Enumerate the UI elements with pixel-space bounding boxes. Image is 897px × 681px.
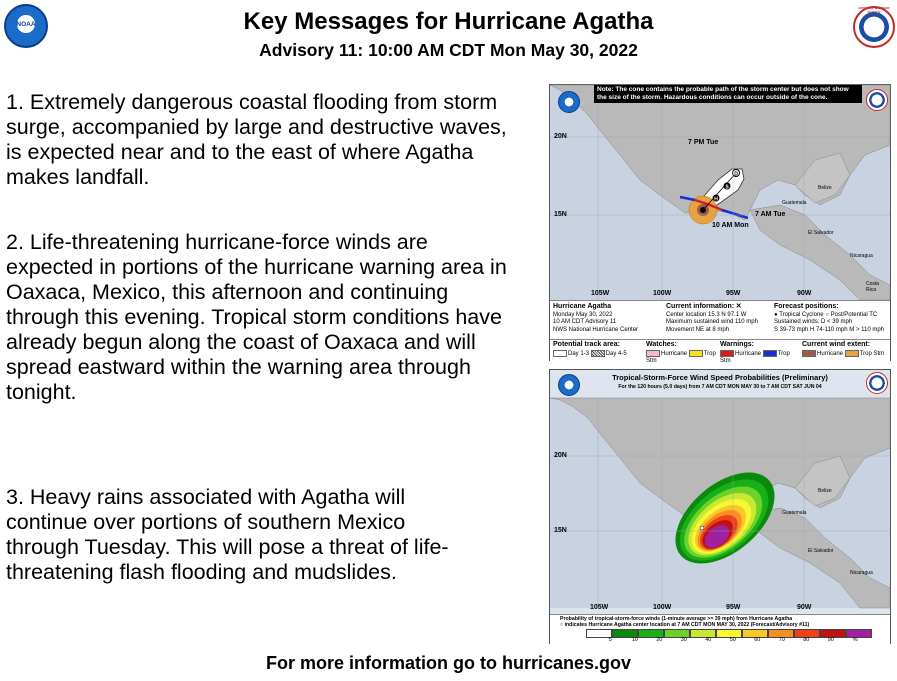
prob-lon-100w: 100W [653, 604, 672, 611]
storm-advisory: 10 AM CDT Advisory 11 [553, 319, 617, 325]
cone-lon-105w: 105W [591, 290, 610, 297]
current-max-wind: Maximum sustained wind 110 mph [666, 319, 758, 325]
cone-lon-100w: 100W [653, 290, 672, 297]
footer-link-text[interactable]: For more information go to hurricanes.gov [265, 653, 632, 673]
scale-10: 10 [631, 637, 638, 643]
prob-lat-15n: 15N [554, 527, 567, 534]
track-symbol-d: D [734, 171, 738, 178]
scale-90: 90 [827, 637, 834, 643]
forecast-title: Forecast positions: [774, 303, 839, 310]
sustained-m: M > 110 mph [849, 326, 885, 333]
prob-place-belize: Belize [818, 488, 832, 494]
scale-20: 20 [656, 637, 663, 643]
prob-lon-95w: 95W [726, 604, 741, 611]
cone-lon-90w: 90W [797, 290, 812, 297]
track-day45: Day 4-5 [605, 350, 627, 357]
key-message-1: 1. Extremely dangerous coastal flooding from storm surge, accompanied by large and destructive waves, is expected near and to the east of where Agatha makes landfall. [6, 90, 507, 189]
key-message-2: 2. Life-threatening hurricane-force winds are expected in portions of the hurricane warning area in Oaxaca, Mexico, this afternoon and continuing through this evening. Tropical storm conditions have already begun along the coast of Oaxaca and will spread eastward within the warning area through tonight. [6, 230, 507, 404]
prob-noaa-icon [558, 374, 580, 396]
probability-map-panel [549, 369, 891, 644]
prob-nws-icon [866, 372, 888, 394]
prob-place-el-salvador: El Salvador [808, 548, 834, 554]
current-info-symbol: ✕ [735, 303, 742, 310]
place-costa-rica: Costa Rica [866, 281, 880, 293]
track-symbol-s: S [725, 184, 729, 191]
label-7pm-tue: 7 PM Tue [688, 139, 719, 146]
prob-place-nicaragua: Nicaragua [850, 570, 873, 576]
scale-50: 50 [729, 637, 736, 643]
track-day13: Day 1-3 [568, 350, 590, 357]
sustained-title: Sustained winds: [774, 319, 820, 325]
scale-80: 80 [803, 637, 810, 643]
cone-lat-20n: 20N [554, 133, 567, 140]
prob-legend-area [550, 614, 890, 644]
cone-noaa-icon [558, 91, 580, 113]
prob-place-guatemala: Guatemala [782, 510, 807, 516]
current-movement: Movement NE at 8 mph [666, 326, 730, 333]
scale-percent: % [852, 637, 858, 643]
cone-nws-icon [866, 89, 888, 111]
current-info-title: Current information: [666, 303, 735, 310]
sustained-d: D < 39 mph [821, 319, 853, 325]
watch-ts: Trop Stm [646, 350, 716, 365]
cone-map [550, 85, 890, 300]
prob-scale-labels [598, 637, 868, 643]
cone-note: Note: The cone contains the probable path of the storm center but does not show the size of the storm. Hazardous conditions can occur outside of the cone. [594, 85, 862, 103]
nws-logo-text: NATIONAL WEATHER SERVICE [858, 6, 890, 14]
scale-70: 70 [778, 637, 785, 643]
cone-map-panel [549, 84, 891, 365]
storm-date: Monday May 30, 2022 [553, 311, 613, 318]
storm-center: NWS National Hurricane Center [553, 326, 639, 333]
prob-map-title: Tropical-Storm-Force Wind Speed Probabilities (Preliminary) [612, 373, 828, 382]
label-7am-tue: 7 AM Tue [755, 211, 786, 218]
sustained-h: H 74-110 mph [810, 326, 848, 333]
cone-info-box: Hurricane Agatha Monday May 30, 2022 10 AM CDT Advisory 11 NWS National Hurricane Center Current information: ✕ Center location 15.3 N 97.1 W Maximum sustained wind 110 mph Movement NE at 8 mph Forecast positions: ● Tropical Cyclone ○ Post/Potential TC Sustained winds: D < 39 mph S 39-73 mph H 74-110 mph M > 110 mph Potential track area: Day 1-3 Day 4-5 Watches: Hurricane Trop Stm Warnings: Hurricane Trop Stm Current wind extent: Hurricane Trop Stm [550, 300, 890, 361]
noaa-logo-text: NOAA [16, 21, 36, 28]
cone-lon-95w: 95W [726, 290, 741, 297]
prob-lat-20n: 20N [554, 452, 567, 459]
label-10am-mon: 10 AM Mon [712, 222, 749, 229]
scale-40: 40 [705, 637, 712, 643]
forecast-ptc: Post/Potential TC [830, 311, 878, 318]
place-nicaragua: Nicaragua [850, 253, 873, 259]
warnings-title: Warnings: [720, 341, 754, 348]
place-belize: Belize [818, 185, 832, 191]
prob-lon-90w: 90W [797, 604, 812, 611]
advisory-subtitle: Advisory 11: 10:00 AM CDT Mon May 30, 2022 [259, 40, 638, 60]
sustained-s: S 39-73 mph [774, 326, 809, 333]
extent-hurricane: Hurricane [817, 350, 844, 357]
probability-map [550, 398, 890, 608]
page-title: Key Messages for Hurricane Agatha [243, 8, 654, 35]
track-symbol-h: H [714, 196, 718, 203]
prob-map-subtitle: For the 120 hours (5.0 days) from 7 AM CDT MON MAY 30 to 7 AM CDT SAT JUN 04 [618, 384, 822, 390]
warning-ts: Trop Stm [720, 350, 790, 365]
scale-30: 30 [680, 637, 687, 643]
track-point-current [700, 207, 706, 213]
scale-5: 5 [608, 637, 612, 643]
watch-hurricane: Hurricane [661, 350, 688, 357]
prob-caption-2: ○ indicates Hurricane Agatha center location at 7 AM CDT MON MAY 30, 2022 (Forecast/Advisory #11) [560, 622, 810, 628]
storm-name: Hurricane Agatha [553, 303, 612, 310]
watches-title: Watches: [646, 341, 677, 348]
cone-lat-15n: 15N [554, 211, 567, 218]
key-message-3: 3. Heavy rains associated with Agatha will continue over portions of southern Mexico through Tuesday. This will pose a threat of life-threatening flash flooding and mudslides. [6, 485, 449, 584]
forecast-tc: Tropical Cyclone [779, 311, 824, 318]
prob-lon-105w: 105W [590, 604, 609, 611]
scale-60: 60 [754, 637, 761, 643]
wind-extent-title: Current wind extent: [802, 341, 871, 348]
place-el-salvador: El Salvador [808, 230, 834, 236]
track-area-title: Potential track area: [553, 341, 620, 348]
place-guatemala: Guatemala [782, 200, 807, 206]
prob-center-marker [700, 526, 704, 530]
prob-caption-1: Probability of tropical-storm-force winds (1-minute average >= 39 mph) from Hurricane Agatha [560, 616, 793, 622]
warning-hurricane: Hurricane [735, 350, 762, 357]
extent-ts: Trop Stm [859, 350, 885, 357]
current-center: Center location 15.3 N 97.1 W [666, 311, 747, 318]
